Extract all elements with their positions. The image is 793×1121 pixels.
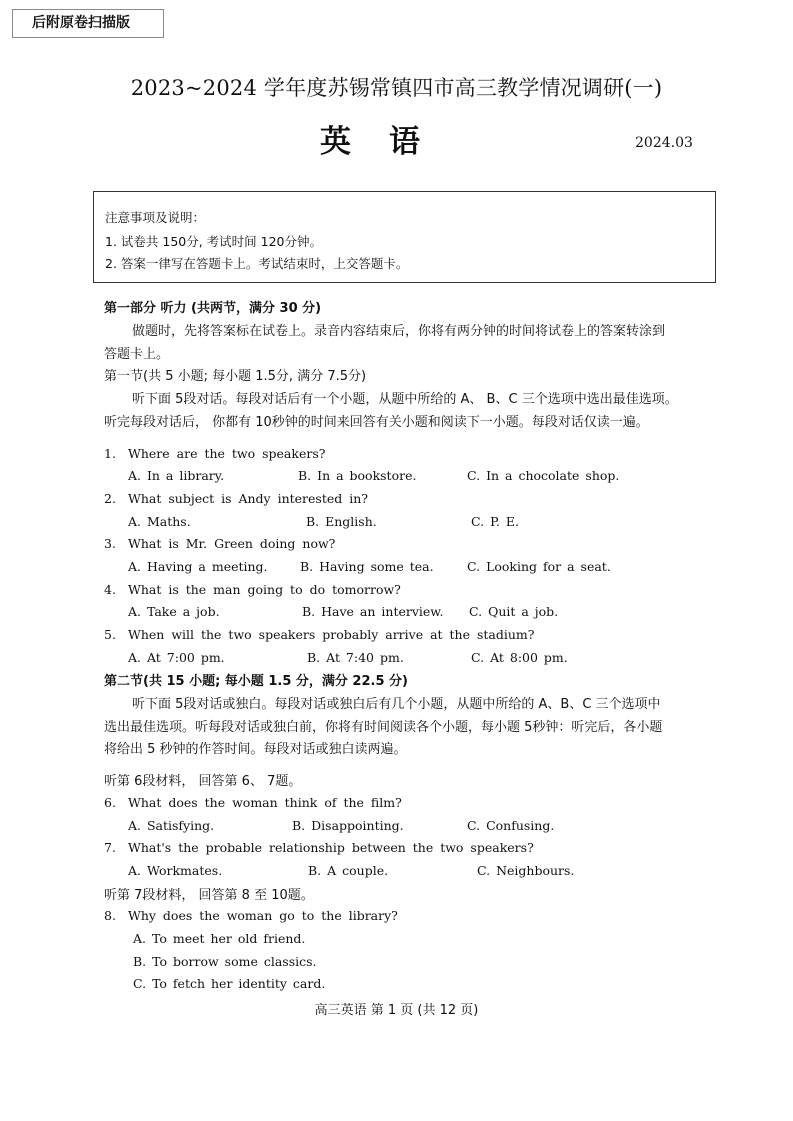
question-text: What is the man going to do tomorrow?: [128, 582, 401, 597]
exam-title: 2023~2024 学年度苏锡常镇四市高三教学情况调研(一): [130, 76, 663, 100]
option-c: C. Quit a job.: [469, 604, 559, 619]
option-b: B. In a bookstore.: [298, 468, 417, 483]
option-a: A. Having a meeting.: [128, 559, 268, 574]
option-a: A. At 7:00 pm.: [128, 650, 225, 665]
part1-intro-cont: 答题卡上。: [104, 347, 170, 362]
option-c: C. Confusing.: [467, 818, 555, 833]
option-b: B. At 7:40 pm.: [307, 650, 404, 665]
option-b: B. A couple.: [308, 863, 389, 878]
section2-intro: 听下面 5段对话或独白。每段对话或独白后有几个小题，从题中所给的 A、B、C 三个选项中: [132, 697, 661, 712]
question-number: 4.: [104, 582, 116, 597]
option-c: C. To fetch her identity card.: [133, 976, 326, 991]
section1-heading: 第一节(共 5 小题; 每小题 1.5分, 满分 7.5分): [104, 369, 367, 384]
option-a: A. In a library.: [128, 468, 225, 483]
notice-box: [93, 191, 716, 283]
question-number: 6.: [104, 795, 116, 810]
page-footer: 高三英语 第 1 页 (共 12 页): [314, 1003, 479, 1018]
question-text: Where are the two speakers?: [128, 446, 326, 461]
question-text: What does the woman think of the film?: [128, 795, 402, 810]
section1-intro: 听下面 5段对话。每段对话后有一个小题，从题中所给的 A、 B、C 三个选项中选出最佳选项。: [132, 392, 678, 407]
option-c: C. P. E.: [471, 514, 519, 529]
option-b: B. English.: [306, 514, 377, 529]
option-b: B. To borrow some classics.: [133, 954, 317, 969]
option-a: A. Satisfying.: [128, 818, 215, 833]
option-a: A. To meet her old friend.: [133, 931, 306, 946]
section2-intro-cont: 将给出 5 秒钟的作答时间。每段对话或独白读两遍。: [104, 742, 407, 757]
question-text: What is Mr. Green doing now?: [128, 536, 336, 551]
option-b: B. Have an interview.: [302, 604, 444, 619]
question-text: When will the two speakers probably arrive at the stadium?: [128, 627, 535, 642]
option-c: C. Neighbours.: [477, 863, 575, 878]
part1-heading: 第一部分 听力 (共两节，满分 30 分): [104, 301, 322, 316]
notice-item: 2. 答案一律写在答题卡上。考试结束时，上交答题卡。: [105, 256, 409, 271]
question-number: 1.: [104, 446, 116, 461]
option-a: A. Maths.: [128, 514, 191, 529]
question-text: Why does the woman go to the library?: [128, 908, 398, 923]
material-7-heading: 听第 7段材料， 回答第 8 至 10题。: [104, 888, 314, 903]
option-a: A. Workmates.: [128, 863, 223, 878]
section2-heading: 第二节(共 15 小题; 每小题 1.5 分，满分 22.5 分): [104, 674, 408, 689]
exam-date: 2024.03: [635, 135, 693, 151]
question-number: 2.: [104, 491, 116, 506]
notice-item: 1. 试卷共 150分, 考试时间 120分钟。: [105, 234, 323, 249]
scan-notice-stamp: 后附原卷扫描版: [12, 9, 164, 38]
part1-intro: 做题时，先将答案标在试卷上。录音内容结束后，你将有两分钟的时间将试卷上的答案转涂到: [132, 324, 666, 339]
option-b: B. Disappointing.: [292, 818, 404, 833]
option-c: C. Looking for a seat.: [467, 559, 611, 574]
option-a: A. Take a job.: [128, 604, 220, 619]
question-number: 7.: [104, 840, 116, 855]
question-number: 5.: [104, 627, 116, 642]
section2-intro-cont: 选出最佳选项。听每段对话或独白前，你将有时间阅读各个小题，每小题 5秒钟：听完后，各小题: [104, 720, 663, 735]
subject-title: 英语: [320, 124, 458, 160]
option-c: C. In a chocolate shop.: [467, 468, 620, 483]
option-c: C. At 8:00 pm.: [471, 650, 568, 665]
question-number: 3.: [104, 536, 116, 551]
material-6-heading: 听第 6段材料， 回答第 6、 7题。: [104, 774, 302, 789]
question-text: What subject is Andy interested in?: [128, 491, 368, 506]
notice-heading: 注意事项及说明：: [105, 210, 206, 225]
question-text: What's the probable relationship between the two speakers?: [128, 840, 534, 855]
section1-intro-cont: 听完每段对话后， 你都有 10秒钟的时间来回答有关小题和阅读下一小题。每段对话仅读一遍。: [104, 415, 649, 430]
question-number: 8.: [104, 908, 116, 923]
option-b: B. Having some tea.: [300, 559, 434, 574]
